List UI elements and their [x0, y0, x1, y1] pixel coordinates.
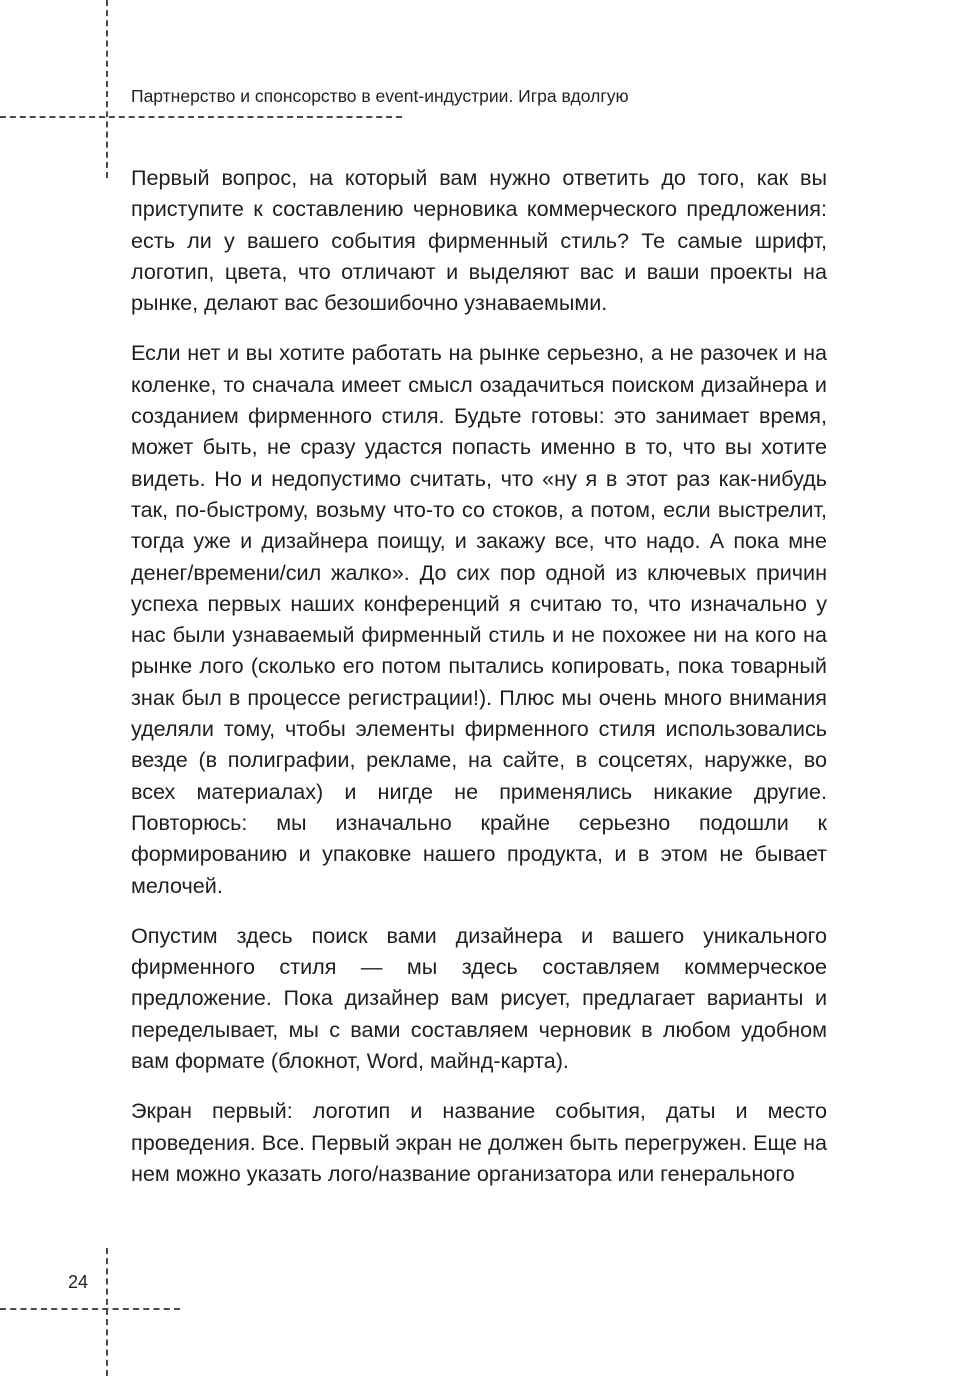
- page-body: [131, 162, 827, 1208]
- crop-mark-vertical-top: [106, 0, 108, 178]
- paragraph-2: Если нет и вы хотите работать на рынке серьезно, а не разочек и на коленке, то сначала имеет смысл озадачиться поиском дизайнера и созданием фирменного стиля. Будьте готовы: это занимает время, может быть, не сразу удастся попасть именно в то, что вы хотите видеть. Но и недопустимо считать, что «ну я в этот раз как-нибудь так, по-быстрому, возьму что-то со стоков, а потом, если выстрелит, тогда уже и дизайнера поищу, и закажу все, что надо. А пока мне денег/времени/сил жалко». До сих пор одной из ключевых причин успеха первых наших конференций я считаю то, что изначально у нас были узнаваемый фирменный стиль и не похожее ни на кого на рынке лого (сколько его потом пытались копировать, пока товарный знак был в процессе регистрации!). Плюс мы очень много внимания уделяли тому, чтобы элементы фирменного стиля использовались везде (в полиграфии, рекламе, на сайте, в соцсетях, наружке, во всех материалах) и нигде не применялись никакие другие. Повторюсь: мы изначально крайне серьезно подошли к формированию и упаковке нашего продукта, и в этом не бывает мелочей.: [131, 340, 827, 898]
- footer-rule-dashed: [0, 1308, 180, 1310]
- header-rule-dashed: [0, 116, 402, 118]
- page-number: 24: [68, 1272, 89, 1292]
- paragraph-4: Экран первый: логотип и название события, даты и место проведения. Все. Первый экран не должен быть перегружен. Еще на нем можно указать лого/название организатора или генерального: [131, 1098, 827, 1186]
- crop-mark-vertical-bottom: [106, 1248, 108, 1376]
- running-head: Партнерство и спонсорство в event-индустрии. Игра вдолгую: [131, 86, 629, 106]
- paragraph-3: Опустим здесь поиск вами дизайнера и вашего уникального фирменного стиля — мы здесь составляем коммерческое предложение. Пока дизайнер вам рисует, предлагает варианты и переделывает, мы с вами составляем черновик в любом удобном вам формате (блокнот, Word, майнд-карта).: [131, 922, 827, 1074]
- paragraph-1: Первый вопрос, на который вам нужно ответить до того, как вы приступите к составлению черновика коммерческого предложения: есть ли у вашего события фирменный стиль? Те самые шрифт, логотип, цвета, что отличают и выделяют вас и ваши проекты на рынке, делают вас безошибочно узнаваемыми.: [131, 165, 827, 316]
